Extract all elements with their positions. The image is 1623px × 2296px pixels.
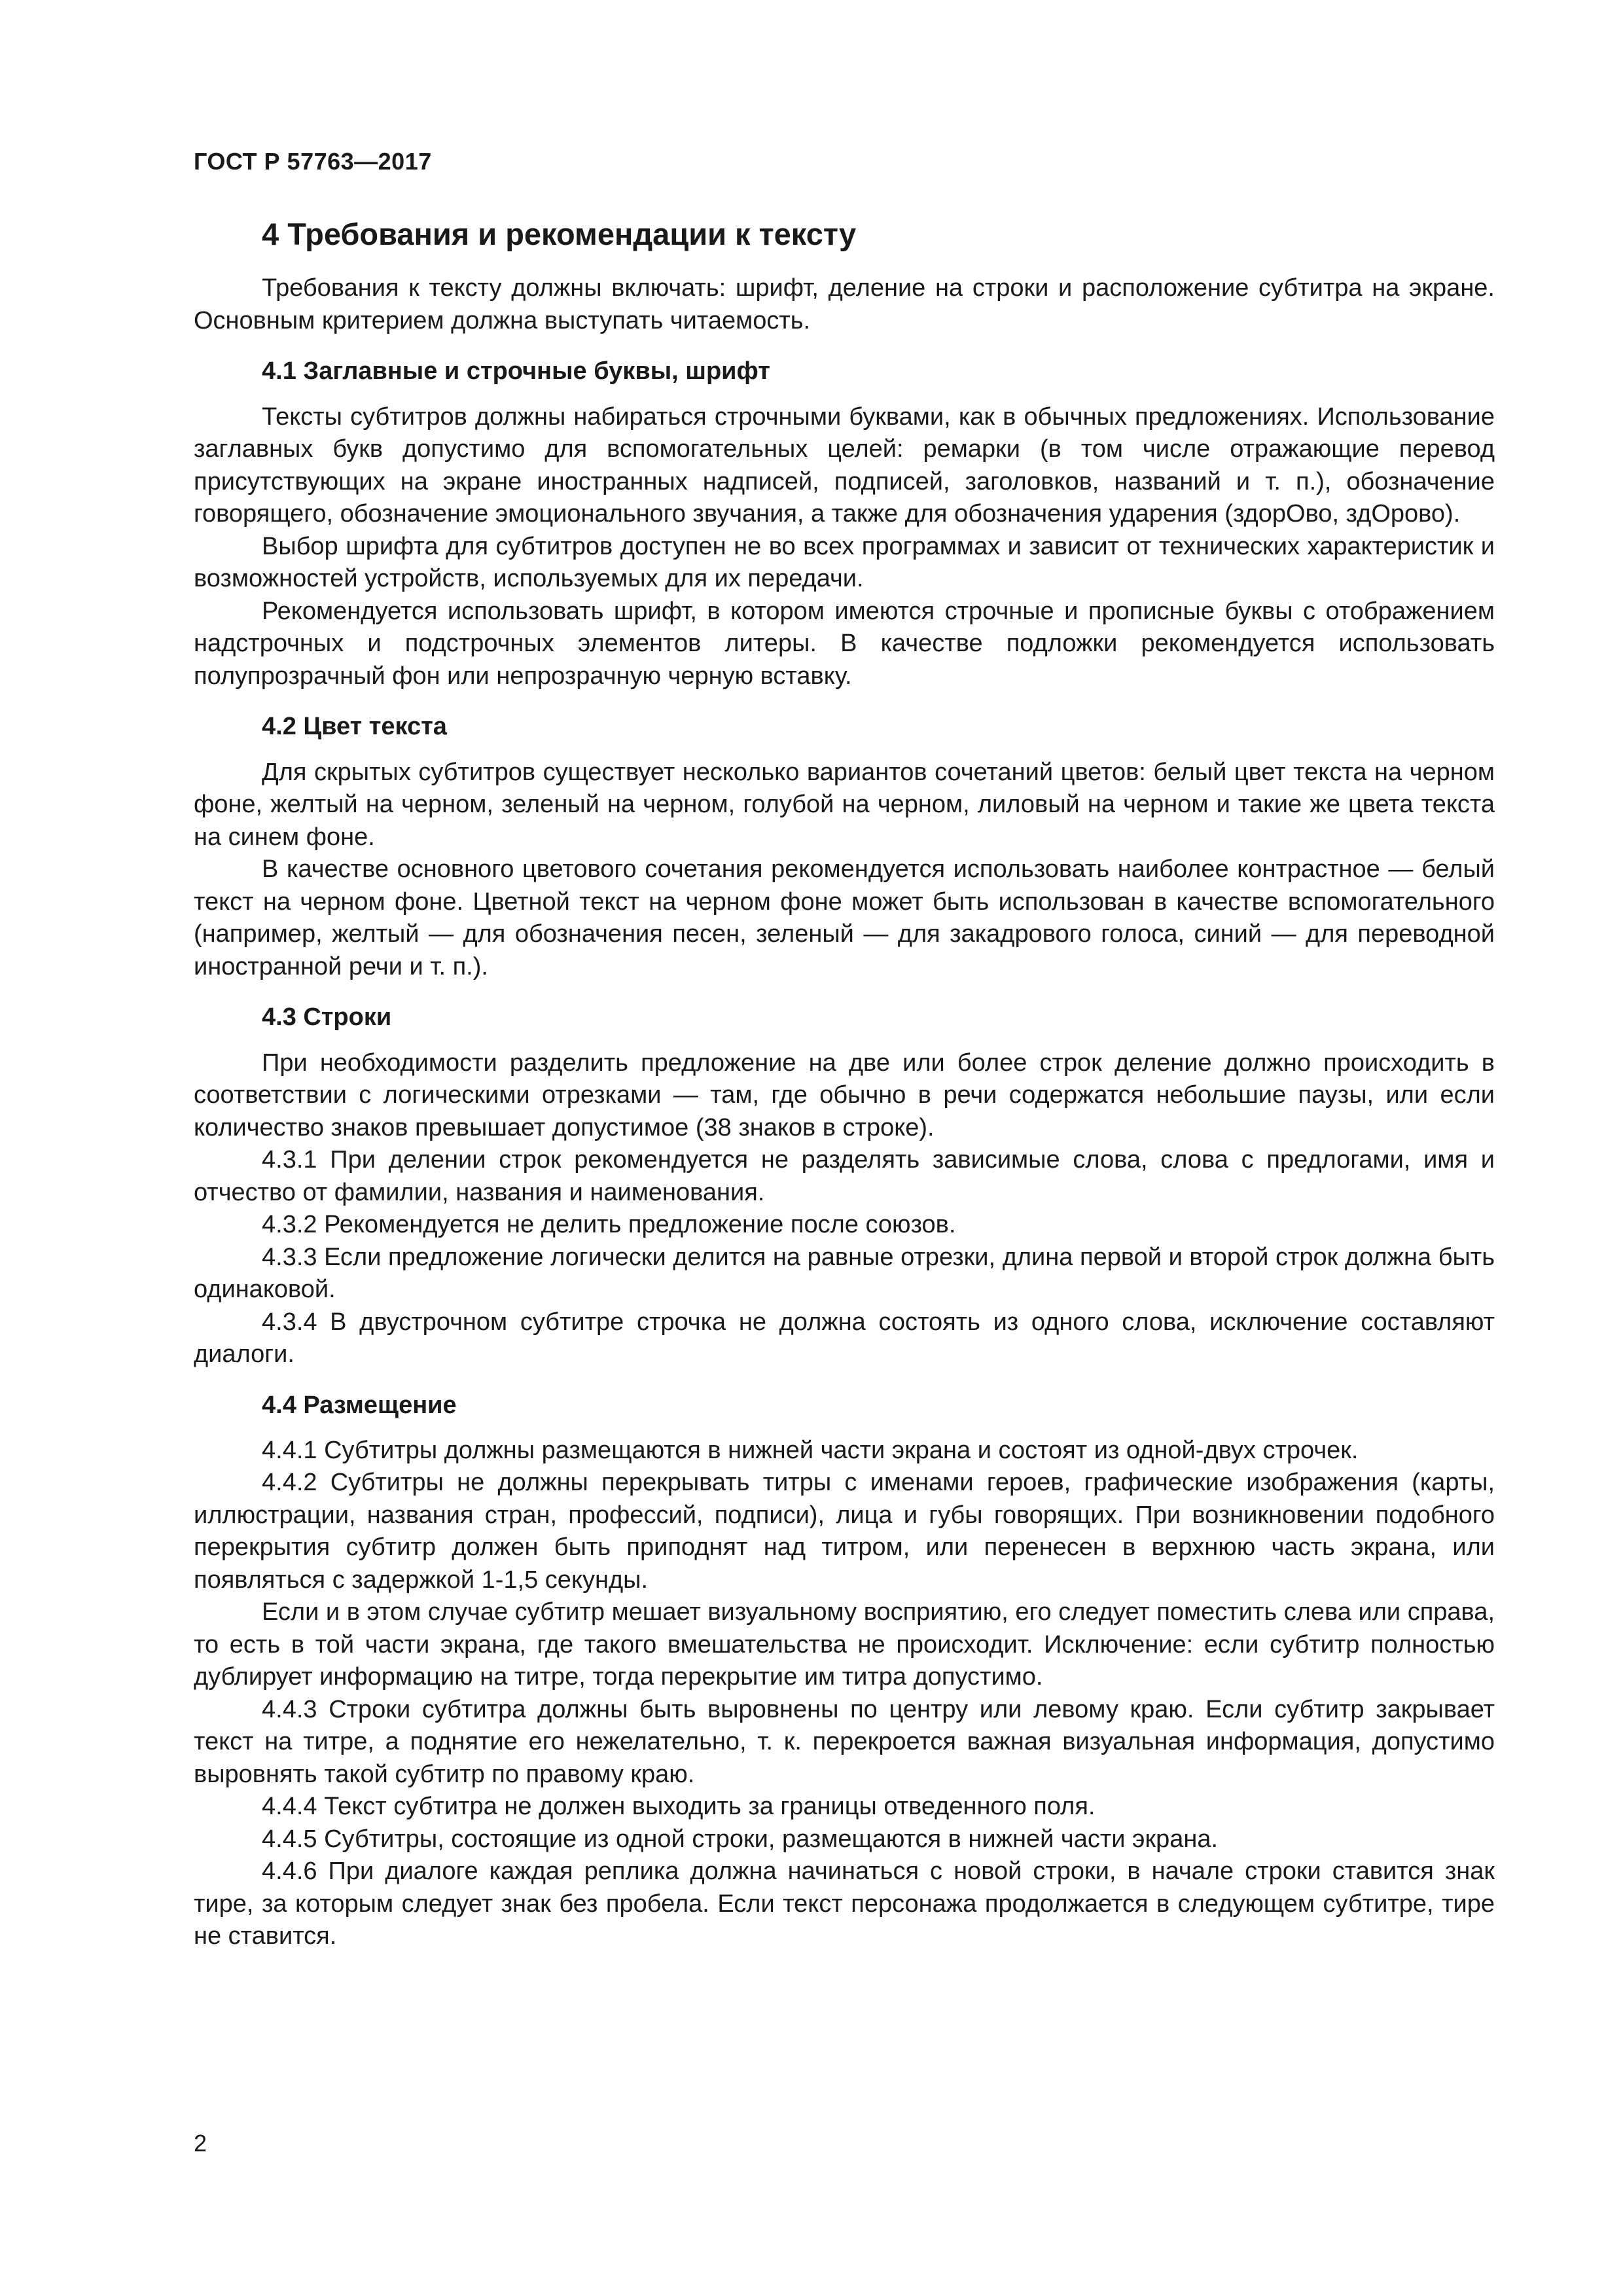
paragraph: 4.3.2 Рекомендуется не делить предложение после союзов. — [262, 1211, 956, 1239]
subsection-title: 4.2 Цвет текста — [262, 713, 447, 741]
paragraph: Тексты субтитров должны набираться строчными буквами, как в обычных предложениях. Использование заглавных букв допустимо для вспомогательных целей: ремарки (в том числе отражающие перевод присутствующих на экране иностранных надписей, подписей, заголовков, названий и т. п.), обозначение говорящего, обозначение эмоционального звучания, а также для обозначения ударения (здорОво, здОрово). — [194, 403, 1495, 528]
paragraph: Рекомендуется использовать шрифт, в котором имеются строчные и прописные буквы с отображением надстрочных и подстрочных элементов литеры. В качестве подложки рекомендуется использовать полупрозрачный фон или непрозрачную черную вставку. — [194, 597, 1495, 690]
paragraph: Для скрытых субтитров существует несколько вариантов сочетаний цветов: белый цвет текста на черном фоне, желтый на черном, зеленый на черном, голубой на черном, лиловый на черном и такие же цвета текста на синем фоне. — [194, 758, 1495, 851]
subsection-body — [194, 1047, 1495, 1371]
subsection-title: 4.1 Заглавные и строчные буквы, шрифт — [262, 357, 770, 386]
paragraph: В качестве основного цветового сочетания рекомендуется использовать наиболее контрастное — белый текст на черном фоне. Цветной текст на черном фоне может быть использован в качестве вспомогательного (например, желтый — для обозначения песен, зеленый — для закадрового голоса, синий — для переводной иностранной речи и т. п.). — [194, 855, 1495, 980]
subsection-body — [194, 401, 1495, 693]
paragraph: 4.4.6 При диалоге каждая реплика должна начинаться с новой строки, в начале строки ставится знак тире, за которым следует знак без пробела. Если текст персонажа продолжается в следующем субтитре, тире не ставится. — [194, 1857, 1495, 1950]
paragraph: Если и в этом случае субтитр мешает визуальному восприятию, его следует поместить слева или справа, то есть в той части экрана, где такого вмешательства не происходит. Исключение: если субтитр полностью дублирует информацию на титре, тогда перекрытие им титра допустимо. — [194, 1598, 1495, 1691]
paragraph: 4.4.3 Строки субтитра должны быть выровнены по центру или левому краю. Если субтитр закрывает текст на титре, а поднятие его нежелательно, т. к. перекроется важная визуальная информация, допустимо выровнять такой субтитр по правому краю. — [194, 1695, 1495, 1788]
paragraph: Требования к тексту должны включать: шрифт, деление на строки и расположение субтитра на экране. Основным критерием должна выступать читаемость. — [194, 274, 1495, 334]
subsection-body — [194, 1435, 1495, 1953]
document-body — [194, 216, 1495, 1971]
paragraph: 4.3.4 В двустрочном субтитре строчка не должна состоять из одного слова, исключение составляют диалоги. — [194, 1308, 1495, 1369]
page-header: ГОСТ Р 57763—2017 — [194, 148, 432, 175]
paragraph: 4.3.1 При делении строк рекомендуется не разделять зависимые слова, слова с предлогами, имя и отчество от фамилии, названия и наименования. — [194, 1146, 1495, 1206]
paragraph: 4.4.4 Текст субтитра не должен выходить за границы отведенного поля. — [262, 1793, 1096, 1821]
paragraph: 4.4.1 Субтитры должны размещаются в нижней части экрана и состоят из одной-двух строчек. — [262, 1436, 1359, 1464]
subsection-title: 4.4 Размещение — [262, 1391, 457, 1419]
paragraph: 4.4.5 Субтитры, состоящие из одной строки, размещаются в нижней части экрана. — [262, 1825, 1219, 1853]
paragraph: 4.3.3 Если предложение логически делится на равные отрезки, длина первой и второй строк должна быть одинаковой. — [194, 1243, 1495, 1304]
section-intro-block — [194, 272, 1495, 337]
paragraph: При необходимости разделить предложение на две или более строк деление должно происходить в соответствии с логическими отрезками — там, где обычно в речи содержатся небольшие паузы, или если количество знаков превышает допустимое (38 знаков в строке). — [194, 1049, 1495, 1141]
paragraph: 4.4.2 Субтитры не должны перекрывать титры с именами героев, графические изображения (карты, иллюстрации, названия стран, профессий, подписи), лица и губы говорящих. При возникновении подобного перекрытия субтитр должен быть приподнят над титром, или перенесен в верхнюю часть экрана, или появляться с задержкой 1-1,5 секунды. — [194, 1469, 1495, 1594]
subsection-body — [194, 757, 1495, 984]
paragraph: Выбор шрифта для субтитров доступен не во всех программах и зависит от технических характеристик и возможностей устройств, используемых для их передачи. — [194, 532, 1495, 593]
subsection-title: 4.3 Строки — [262, 1003, 392, 1031]
page-number: 2 — [194, 2130, 207, 2157]
section-title: 4 Требования и рекомендации к тексту — [262, 217, 857, 251]
